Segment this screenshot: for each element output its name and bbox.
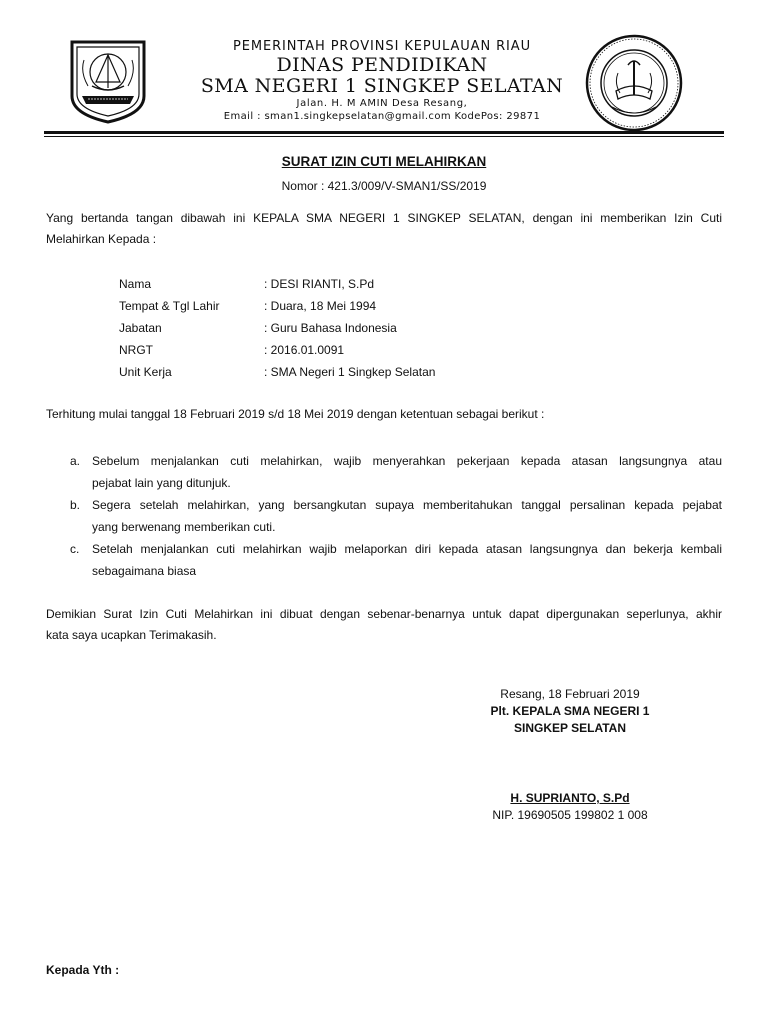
period-paragraph [46, 404, 722, 425]
intro-line-2: Melahirkan Kepada : [46, 232, 157, 246]
letterhead-divider-thick [44, 131, 724, 134]
detail-value: : Guru Bahasa Indonesia [264, 321, 397, 335]
condition-marker: c. [70, 542, 80, 556]
school-name: SMA NEGERI 1 SINGKEP SELATAN [200, 75, 564, 97]
detail-label: Jabatan [119, 321, 162, 335]
detail-value: : Duara, 18 Mei 1994 [264, 299, 377, 313]
condition-item-b [70, 494, 722, 538]
condition-item-a [70, 450, 722, 494]
employee-details [119, 273, 619, 383]
condition-item-c [70, 538, 722, 582]
condition-marker: b. [70, 498, 81, 512]
detail-label: Unit Kerja [119, 365, 172, 379]
detail-row-name [119, 273, 619, 295]
school-contact: Email : sman1.singkepselatan@gmail.com KodePos: 29871 [223, 111, 541, 122]
detail-value: : SMA Negeri 1 Singkep Selatan [264, 365, 436, 379]
school-seal-icon [584, 33, 684, 133]
detail-label: Nama [119, 277, 152, 291]
department-name: DINAS PENDIDIKAN [276, 54, 488, 76]
closing-line-1: Demikian Surat Izin Cuti Melahirkan ini dibuat dengan sebenar-benarnya untuk dapat dipergunakan seperlunya, akhir [46, 607, 722, 621]
intro-line-1: Yang bertanda tangan dibawah ini KEPALA SMA NEGERI 1 SINGKEP SELATAN, dengan ini memberikan Izin Cuti [46, 211, 722, 225]
signatory-nip: NIP. 19690505 199802 1 008 [492, 808, 648, 822]
letter-title: SURAT IZIN CUTI MELAHIRKAN [281, 154, 487, 169]
letterhead [166, 38, 598, 123]
condition-line: Segera setelah melahirkan, yang bersangkutan supaya memberitahukan tanggal persalinan kepada pejabat [92, 498, 722, 512]
detail-row-birth [119, 295, 619, 317]
intro-paragraph [46, 208, 722, 250]
detail-row-unit [119, 361, 619, 383]
government-name: PEMERINTAH PROVINSI KEPULAUAN RIAU [232, 39, 532, 54]
detail-row-position [119, 317, 619, 339]
detail-label: NRGT [119, 343, 153, 357]
signature-position-line-1: Plt. KEPALA SMA NEGERI 1 [490, 704, 650, 718]
letterhead-divider-thin [44, 136, 724, 137]
closing-line-2: kata saya ucapkan Terimakasih. [46, 628, 217, 642]
condition-marker: a. [70, 454, 81, 468]
detail-label: Tempat & Tgl Lahir [119, 299, 220, 313]
signatory-name: H. SUPRIANTO, S.Pd [510, 791, 630, 805]
signature-position-line-2: SINGKEP SELATAN [513, 721, 626, 735]
period-text: Terhitung mulai tanggal 18 Februari 2019 s/d 18 Mei 2019 dengan ketentuan sebagai berikut : [46, 407, 545, 421]
closing-paragraph [46, 604, 722, 646]
condition-line: sebagaimana biasa [92, 564, 197, 578]
signature-place-date: Resang, 18 Februari 2019 [500, 687, 640, 701]
detail-value: : 2016.01.0091 [264, 343, 345, 357]
condition-line: Setelah menjalankan cuti melahirkan wajib melaporkan diri kepada atasan langsungnya dan bekerja kembali [92, 542, 722, 556]
condition-line: yang berwenang memberikan cuti. [92, 520, 276, 534]
letter-number: Nomor : 421.3/009/V-SMAN1/SS/2019 [281, 179, 487, 193]
detail-row-nrgt [119, 339, 619, 361]
condition-line: pejabat lain yang ditunjuk. [92, 476, 231, 490]
province-emblem-icon [66, 38, 150, 124]
detail-value: : DESI RIANTI, S.Pd [264, 277, 375, 291]
school-address: Jalan. H. M AMIN Desa Resang, [296, 98, 468, 109]
condition-line: Sebelum menjalankan cuti melahirkan, wajib menyerahkan pekerjaan kepada atasan langsungnya atau [92, 454, 722, 468]
recipient-label: Kepada Yth : [46, 963, 120, 977]
